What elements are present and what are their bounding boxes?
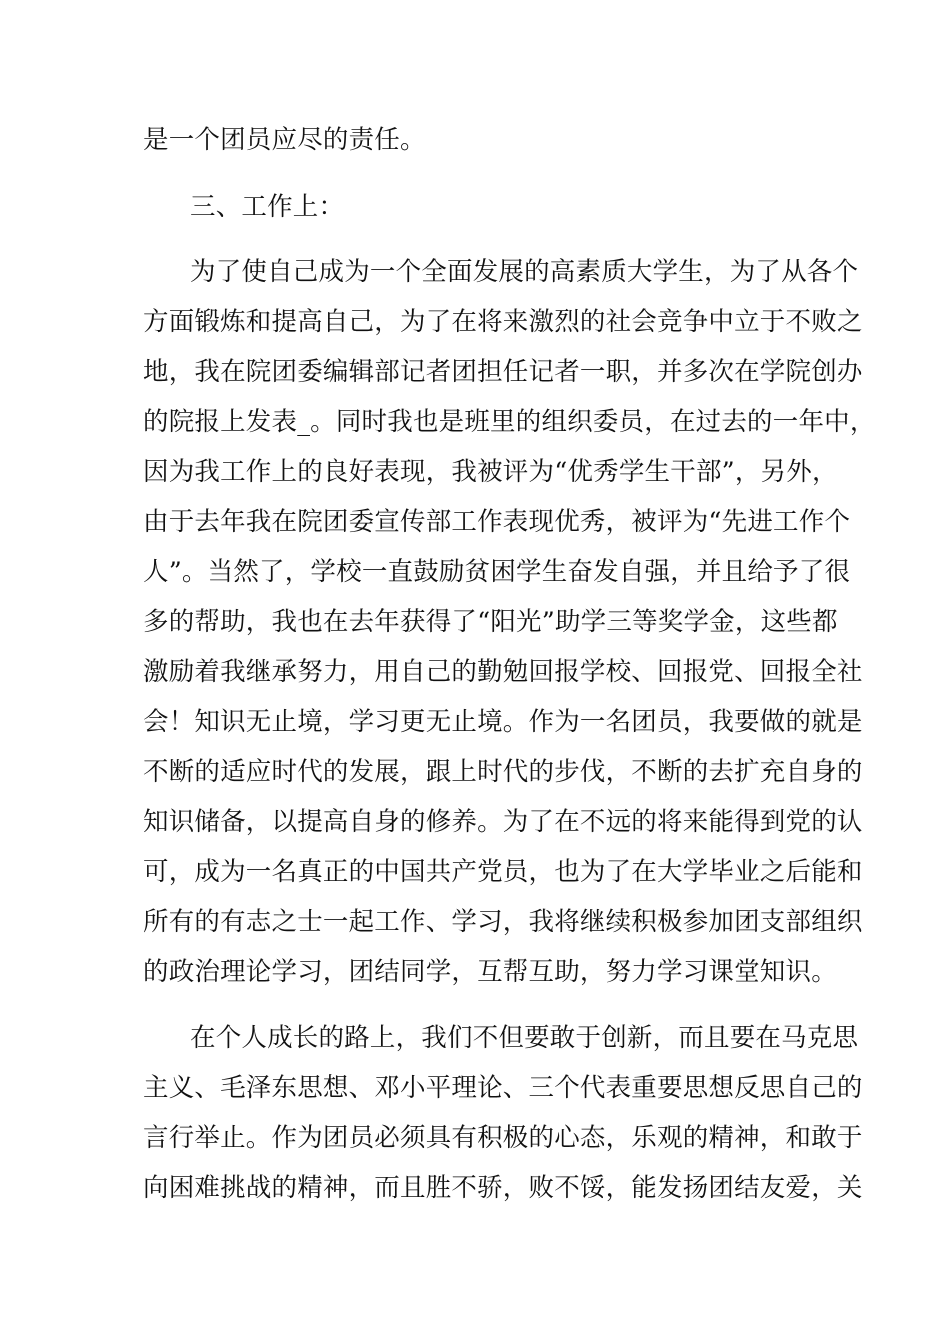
text-line: 知识储备，以提高自身的修养。为了在不远的将来能得到党的认 [143, 807, 863, 837]
text-line: 因为我工作上的良好表现，我被评为“优秀学生干部”，另外， [143, 457, 838, 487]
text-line: 所有的有志之士一起工作、学习，我将继续积极参加团支部组织 [143, 907, 863, 937]
text-line: 方面锻炼和提高自己，为了在将来激烈的社会竞争中立于不败之 [143, 307, 863, 337]
text-line: 地，我在院团委编辑部记者团担任记者一职，并多次在学院创办 [143, 357, 863, 387]
text-line: 在个人成长的路上，我们不但要敢于创新，而且要在马克思 [190, 1023, 859, 1053]
text-line: 的政治理论学习，团结同学，互帮互助，努力学习课堂知识。 [143, 957, 837, 987]
text-line: 人”。当然了，学校一直鼓励贫困学生奋发自强，并且给予了很 [143, 557, 851, 587]
text-line: 言行举止。作为团员必须具有积极的心态，乐观的精神，和敢于 [143, 1123, 863, 1153]
text-line: 由于去年我在院团委宣传部工作表现优秀，被评为“先进工作个 [143, 507, 851, 537]
text-line: 可，成为一名真正的中国共产党员，也为了在大学毕业之后能和 [143, 857, 863, 887]
section-heading: 三、工作上： [190, 192, 345, 222]
text-line: 是一个团员应尽的责任。 [143, 125, 426, 155]
text-line: 为了使自己成为一个全面发展的高素质大学生，为了从各个 [190, 257, 859, 287]
text-line: 的院报上发表_。同时我也是班里的组织委员，在过去的一年中， [143, 407, 876, 437]
text-line: 向困难挑战的精神，而且胜不骄，败不馁，能发扬团结友爱，关 [143, 1173, 863, 1203]
text-line: 会！知识无止境，学习更无止境。作为一名团员，我要做的就是 [143, 707, 863, 737]
text-line: 主义、毛泽东思想、邓小平理论、三个代表重要思想反思自己的 [143, 1073, 863, 1103]
text-line: 激励着我继承努力，用自己的勤勉回报学校、回报党、回报全社 [143, 657, 863, 687]
text-line: 多的帮助，我也在去年获得了“阳光”助学三等奖学金，这些都 [143, 607, 838, 637]
text-line: 不断的适应时代的发展，跟上时代的步伐，不断的去扩充自身的 [143, 757, 863, 787]
